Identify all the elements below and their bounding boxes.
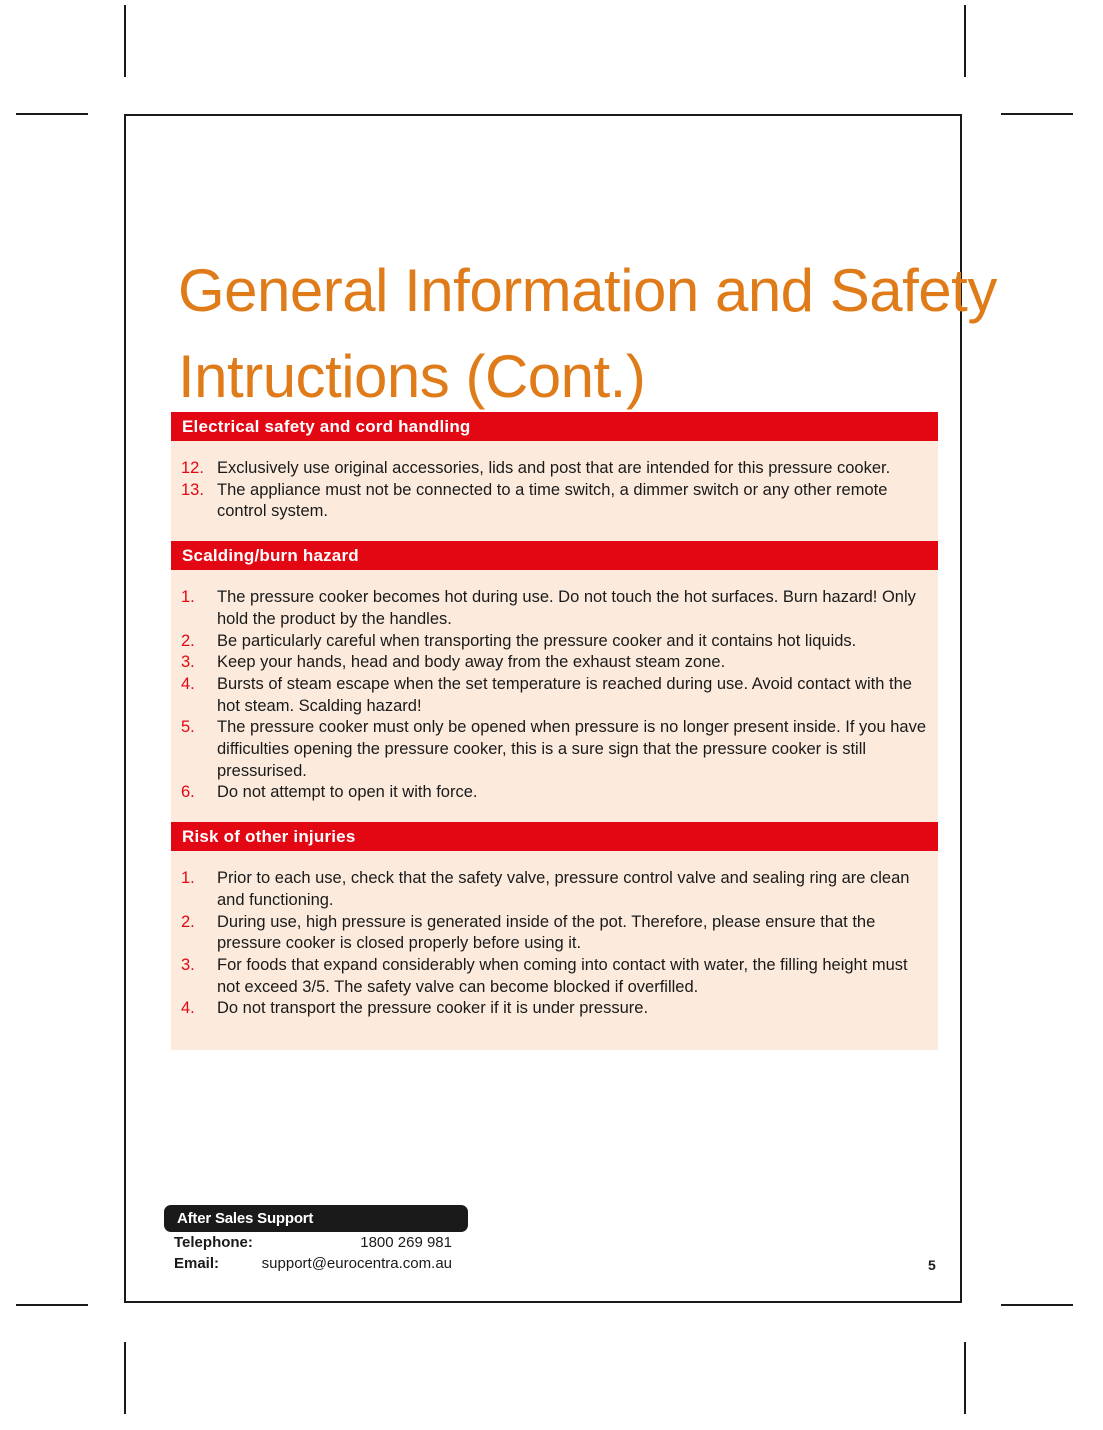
page-title-line-2: Intructions (Cont.) bbox=[178, 343, 646, 410]
list-item bbox=[171, 458, 938, 480]
item-text: Be particularly careful when transporting the pressure cooker and it contains hot liquids. bbox=[217, 631, 857, 650]
section-risk-of-other-injuries bbox=[171, 822, 938, 1050]
list-item bbox=[171, 652, 938, 674]
list-item bbox=[171, 782, 938, 804]
crop-mark bbox=[124, 5, 126, 77]
list-item bbox=[171, 912, 938, 955]
item-text: Do not transport the pressure cooker if it is under pressure. bbox=[217, 999, 649, 1018]
item-text: Bursts of steam escape when the set temperature is reached during use. Avoid contact with the hot steam. Scalding hazard! bbox=[217, 674, 912, 715]
item-text: The pressure cooker must only be opened when pressure is no longer present inside. If you have difficulties opening the pressure cooker, this is a sure sign that the pressure cooker is still pressurised. bbox=[217, 718, 926, 780]
item-number: 6. bbox=[181, 783, 195, 802]
crop-mark bbox=[1001, 113, 1073, 115]
crop-mark bbox=[16, 113, 88, 115]
list-item bbox=[171, 631, 938, 653]
section-scalding-burn-hazard bbox=[171, 541, 938, 822]
section-electrical-safety bbox=[171, 412, 938, 541]
crop-mark bbox=[16, 1304, 88, 1306]
item-number: 2. bbox=[181, 631, 195, 650]
list-item bbox=[171, 587, 938, 630]
section-body bbox=[171, 851, 938, 1050]
crop-mark bbox=[124, 1342, 126, 1414]
item-number: 1. bbox=[181, 869, 195, 888]
page-number: 5 bbox=[928, 1257, 936, 1273]
section-heading: Scalding/burn hazard bbox=[171, 541, 938, 570]
section-body bbox=[171, 441, 938, 541]
item-text: For foods that expand considerably when coming into contact with water, the filling height must not exceed 3/5. The safety valve can become blocked if overfilled. bbox=[217, 955, 908, 996]
instruction-list bbox=[171, 587, 938, 804]
list-item bbox=[171, 955, 938, 998]
crop-mark bbox=[964, 5, 966, 77]
item-text: During use, high pressure is generated inside of the pot. Therefore, please ensure that the pressure cooker is closed properly before using it. bbox=[217, 912, 876, 953]
item-number: 1. bbox=[181, 588, 195, 607]
safety-content bbox=[171, 412, 938, 1050]
telephone-label: Telephone: bbox=[174, 1234, 253, 1251]
section-heading: Electrical safety and cord handling bbox=[171, 412, 938, 441]
support-telephone-row bbox=[164, 1232, 468, 1253]
item-number: 3. bbox=[181, 955, 195, 974]
list-item bbox=[171, 868, 938, 911]
support-email-row bbox=[164, 1253, 468, 1274]
email-value: support@eurocentra.com.au bbox=[261, 1255, 452, 1272]
page-title bbox=[178, 248, 997, 420]
item-number: 3. bbox=[181, 653, 195, 672]
item-text: Exclusively use original accessories, lids and post that are intended for this pressure cooker. bbox=[217, 459, 891, 477]
item-number: 4. bbox=[181, 674, 195, 693]
item-number: 13. bbox=[181, 480, 204, 499]
item-number: 2. bbox=[181, 912, 195, 931]
page-title-line-1: General Information and Safety bbox=[178, 257, 997, 324]
item-text: Keep your hands, head and body away from the exhaust steam zone. bbox=[217, 653, 726, 672]
instruction-list bbox=[171, 458, 938, 523]
item-number: 4. bbox=[181, 999, 195, 1018]
item-number: 5. bbox=[181, 718, 195, 737]
after-sales-support bbox=[164, 1205, 468, 1274]
email-label: Email: bbox=[174, 1255, 220, 1272]
list-item bbox=[171, 480, 938, 523]
telephone-value: 1800 269 981 bbox=[360, 1234, 452, 1251]
item-number: 12. bbox=[181, 459, 204, 477]
section-heading: Risk of other injuries bbox=[171, 822, 938, 851]
item-text: Prior to each use, check that the safety valve, pressure control valve and sealing ring are clean and functioning. bbox=[217, 869, 910, 909]
item-text: The appliance must not be connected to a time switch, a dimmer switch or any other remote control system. bbox=[217, 480, 888, 521]
list-item bbox=[171, 717, 938, 782]
item-text: Do not attempt to open it with force. bbox=[217, 783, 478, 802]
instruction-list bbox=[171, 868, 938, 1020]
list-item bbox=[171, 674, 938, 717]
item-text: The pressure cooker becomes hot during use. Do not touch the hot surfaces. Burn hazard! Only hold the product by the handles. bbox=[217, 588, 916, 628]
list-item bbox=[171, 998, 938, 1020]
crop-mark bbox=[964, 1342, 966, 1414]
support-heading: After Sales Support bbox=[164, 1205, 468, 1232]
section-body bbox=[171, 570, 938, 822]
crop-mark bbox=[1001, 1304, 1073, 1306]
